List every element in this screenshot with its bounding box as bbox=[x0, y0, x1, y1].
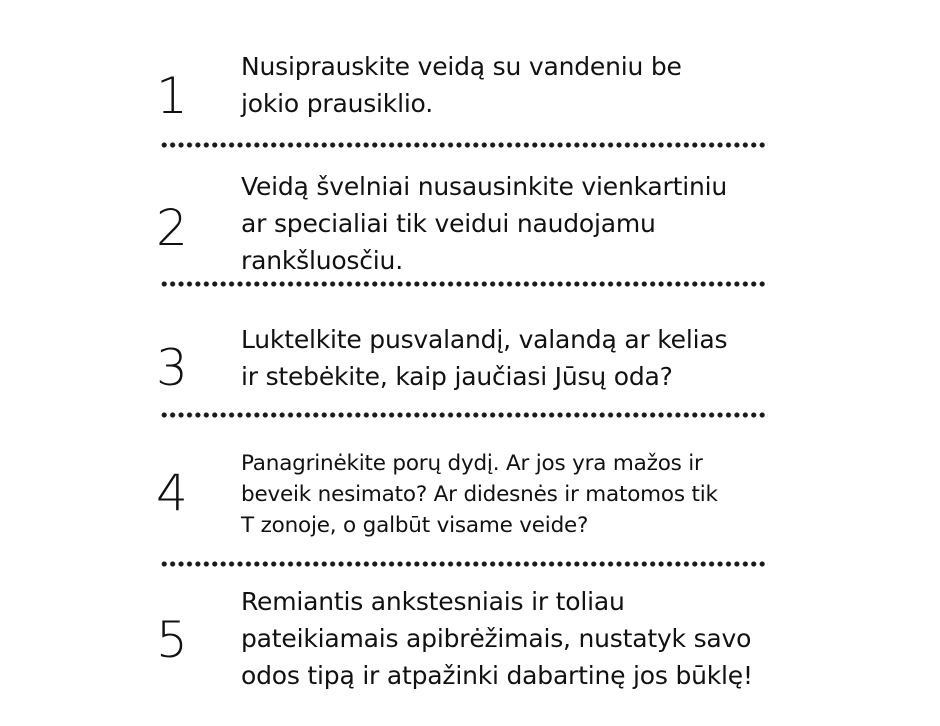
dotted-divider bbox=[160, 142, 768, 148]
step-text-line: Luktelkite pusvalandį, valandą ar kelias bbox=[241, 325, 728, 354]
step-text-line: T zonoje, o galbūt visame veide? bbox=[241, 513, 589, 538]
step-text-line: Remiantis ankstesniais ir toliau bbox=[241, 587, 625, 616]
step-number-2: 2 bbox=[156, 199, 188, 257]
step-text-2 bbox=[241, 168, 786, 279]
step-number-5: 5 bbox=[156, 611, 188, 669]
step-text-line: beveik nesimato? Ar didesnės ir matomos tik bbox=[241, 482, 718, 507]
step-text-3 bbox=[241, 321, 786, 395]
step-text-line: ar specialiai tik veidui naudojamu bbox=[241, 209, 656, 238]
step-text-line: Nusiprauskite veidą su vandeniu be bbox=[241, 52, 682, 81]
step-text-5 bbox=[241, 583, 786, 694]
step-number-3: 3 bbox=[156, 339, 188, 397]
dotted-divider bbox=[160, 412, 768, 418]
step-text-line: odos tipą ir atpažinki dabartinę jos būklę! bbox=[241, 661, 753, 690]
step-number-1: 1 bbox=[156, 67, 188, 125]
step-text-line: ir stebėkite, kaip jaučiasi Jūsų oda? bbox=[241, 362, 673, 391]
dotted-divider bbox=[160, 281, 768, 287]
step-text-line: jokio prausiklio. bbox=[241, 89, 433, 118]
step-text-4 bbox=[241, 448, 786, 541]
step-number-4: 4 bbox=[156, 464, 188, 522]
step-text-1 bbox=[241, 48, 786, 122]
step-text-line: Panagrinėkite porų dydį. Ar jos yra mažos ir bbox=[241, 451, 703, 476]
step-text-line: Veidą švelniai nusausinkite vienkartiniu bbox=[241, 172, 728, 201]
step-text-line: pateikiamais apibrėžimais, nustatyk savo bbox=[241, 624, 752, 653]
dotted-divider bbox=[160, 561, 768, 567]
step-text-line: rankšluosčiu. bbox=[241, 246, 403, 275]
